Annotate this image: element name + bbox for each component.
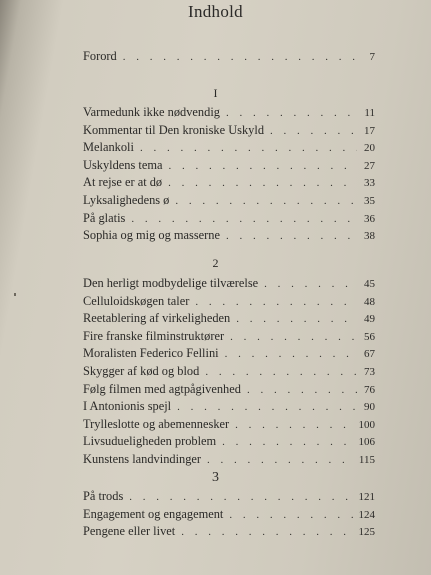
toc-entry-page: 27 [364,159,375,172]
toc-entry-label: Forord [83,49,117,63]
toc-entry-label: Varmedunk ikke nødvendig [83,105,220,119]
toc-entry-page: 56 [364,330,375,343]
dot-leader [226,228,357,246]
toc-entry-label: Uskyldens tema [83,157,163,172]
toc-entry-page: 76 [364,383,375,396]
toc-entry-page: 36 [364,212,375,225]
dot-leader [169,158,358,176]
dot-leader [140,140,357,158]
toc-entry [83,451,375,469]
dot-leader [230,329,357,347]
toc-entry [83,122,375,140]
dot-leader [222,434,354,452]
toc-entry-label: Følg filmen med agtpågivenhed [83,381,241,396]
toc-entry-page: 115 [358,453,375,466]
toc-entry [83,381,375,399]
page-title: Indhold [188,2,243,21]
toc-entry-label: Kommentar til Den kroniske Uskyld [83,122,265,137]
dot-leader [226,105,357,123]
dot-leader [247,382,357,400]
toc-entry-page: 67 [364,348,375,361]
dot-leader [177,399,357,417]
toc-entry-page: 121 [358,491,375,503]
toc-entry-page: 48 [364,295,375,308]
toc-entry [83,293,375,311]
toc-entry-label: Moralisten Federico Fellini [83,346,219,361]
section-number-1: I [213,86,218,100]
dot-leader [264,276,357,294]
toc-entry [83,104,375,122]
toc-entry-label: I Antonionis spejl [83,399,172,414]
dot-leader [123,49,357,67]
toc-entry [83,488,375,506]
toc-entry [83,192,375,210]
toc-entry-label: Lyksalighedens ø [83,192,170,207]
toc-entry-page: 45 [364,278,375,290]
toc-section-3 [83,488,375,541]
toc-entry [83,174,375,192]
section-number-2: 2 [212,256,219,270]
toc-entry-label: Kunstens landvindinger [83,451,202,466]
toc-entry-label: Livsudueligheden problem [83,434,217,449]
toc-entry-label: På trods [83,489,124,503]
toc-entry-page: 20 [364,142,375,155]
toc-entry [83,275,375,293]
toc-front [83,48,375,66]
toc-entry [83,345,375,363]
toc-entry [83,157,375,175]
toc-entry-label: Celluloidskøgen taler [83,293,190,308]
toc-entry-page: 125 [358,526,375,539]
toc-entry-page: 100 [358,418,375,431]
toc-entry [83,398,375,416]
toc-entry-label: Fire franske filminstruktører [83,328,225,343]
toc-entry-label: Trylleslotte og abemennesker [83,416,230,431]
toc-entry-label: Skygger af kød og blod [83,363,200,378]
toc-entry [83,506,375,524]
toc-entry-label: Den herligt modbydelige tilværelse [83,276,259,290]
dot-leader [131,211,357,229]
toc-entry-page: 11 [364,107,375,119]
toc-entry [83,139,375,157]
dot-leader [229,507,354,525]
toc-entry-page: 106 [358,436,375,449]
toc-entry-page: 35 [364,194,375,207]
page-mark [14,293,16,296]
section-number-3: 3 [212,470,219,485]
toc-entry-label: At rejse er at dø [83,175,163,190]
dot-leader [175,193,357,211]
dot-leader [181,524,354,542]
toc-entry [83,328,375,346]
toc-entry-page: 17 [364,124,375,137]
toc-entry [83,523,375,541]
dot-leader [235,417,354,435]
dot-leader [236,311,357,329]
toc-entry [83,433,375,451]
toc-entry [83,210,375,228]
toc-entry-label: Engagement og engagement [83,506,224,521]
toc-section-1 [83,104,375,245]
toc-entry-page: 38 [364,230,375,243]
toc-entry-label: Pengene eller livet [83,524,176,539]
toc-entry [83,48,375,66]
dot-leader [270,123,357,141]
toc-entry-page: 90 [364,401,375,414]
toc-entry-label: Melankoli [83,140,134,155]
toc-entry [83,310,375,328]
dot-leader [205,364,357,382]
toc-section-2 [83,275,375,469]
toc-entry-page: 33 [364,177,375,190]
toc-entry-page: 124 [358,508,375,521]
toc-entry [83,363,375,381]
dot-leader [207,452,355,470]
toc-entry-page: 49 [364,313,375,326]
toc-entry-page: 73 [364,365,375,378]
dot-leader [129,489,354,507]
toc-entry-label: Reetablering af virkeligheden [83,311,231,326]
toc-entry [83,416,375,434]
dot-leader [225,346,357,364]
toc-entry-page: 7 [369,51,375,63]
toc-entry [83,227,375,245]
toc-entry-label: På glatis [83,210,126,225]
dot-leader [168,175,357,193]
toc-entry-label: Sophia og mig og masserne [83,228,220,243]
dot-leader [195,294,357,312]
